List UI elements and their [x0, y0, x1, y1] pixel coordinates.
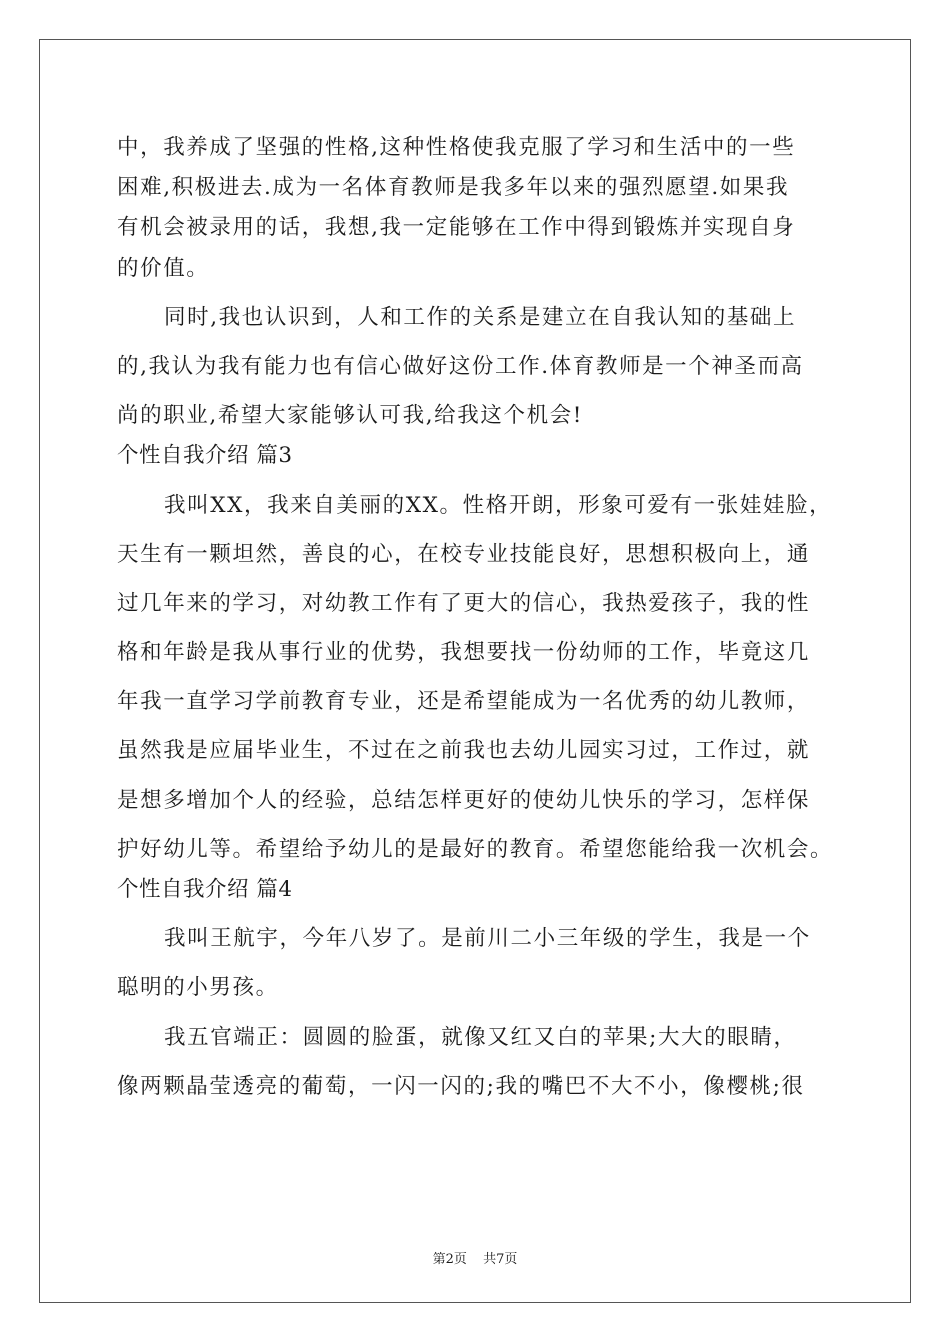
page-number: 第2页: [432, 1252, 467, 1267]
section-heading-4: 个性自我介绍 篇4: [117, 877, 293, 902]
paragraph-first-line: 我叫XX，我来自美丽的XX。性格开朗，形象可爱有一张娃娃脸，: [164, 492, 833, 518]
text-line: 中，我养成了坚强的性格,这种性格使我克服了学习和生活中的一些: [117, 135, 796, 160]
text-line: 年我一直学习学前教育专业，还是希望能成为一名优秀的幼儿教师，: [117, 689, 811, 715]
paragraph-first-line: 同时,我也认识到，人和工作的关系是建立在自我认知的基础上: [164, 304, 797, 330]
document-body: [117, 128, 837, 1107]
text-line: 聪明的小男孩。: [117, 975, 279, 1001]
text-line: 虽然我是应届毕业生，不过在之前我也去幼儿园实习过，工作过，就: [117, 738, 811, 764]
section-heading-3: 个性自我介绍 篇3: [117, 443, 293, 469]
text-line: 是想多增加个人的经验，总结怎样更好的使幼儿快乐的学习，怎样保: [117, 787, 811, 813]
paragraph-first-line: 我叫王航宇，今年八岁了。是前川二小三年级的学生，我是一个: [164, 926, 811, 952]
page-total: 共7页: [483, 1252, 518, 1267]
text-line: 的,我认为我有能力也有信心做好这份工作.体育教师是一个神圣而高: [117, 353, 804, 379]
text-line: 尚的职业,希望大家能够认可我,给我这个机会!: [117, 403, 584, 429]
paragraph-first-line: 我五官端正：圆圆的脸蛋，就像又红又白的苹果;大大的眼睛，: [164, 1024, 797, 1050]
text-line: 的价值。: [117, 255, 210, 281]
text-line: 困难,积极进去.成为一名体育教师是我多年以来的强烈愿望.如果我: [117, 175, 790, 201]
text-line: 天生有一颗坦然，善良的心，在校专业技能良好，思想积极向上，通: [117, 541, 811, 567]
text-line: 过几年来的学习，对幼教工作有了更大的信心，我热爱孩子，我的性: [117, 590, 811, 616]
page-footer: [0, 1248, 950, 1267]
text-line: 有机会被录用的话，我想,我一定能够在工作中得到锻炼并实现自身: [117, 215, 796, 241]
text-line: 护好幼儿等。希望给予幼儿的是最好的教育。希望您能给我一次机会。: [117, 836, 834, 862]
text-line: 格和年龄是我从事行业的优势，我想要找一份幼师的工作，毕竟这几: [117, 640, 811, 666]
text-line: 像两颗晶莹透亮的葡萄，一闪一闪的;我的嘴巴不大不小，像樱桃;很: [117, 1073, 805, 1099]
